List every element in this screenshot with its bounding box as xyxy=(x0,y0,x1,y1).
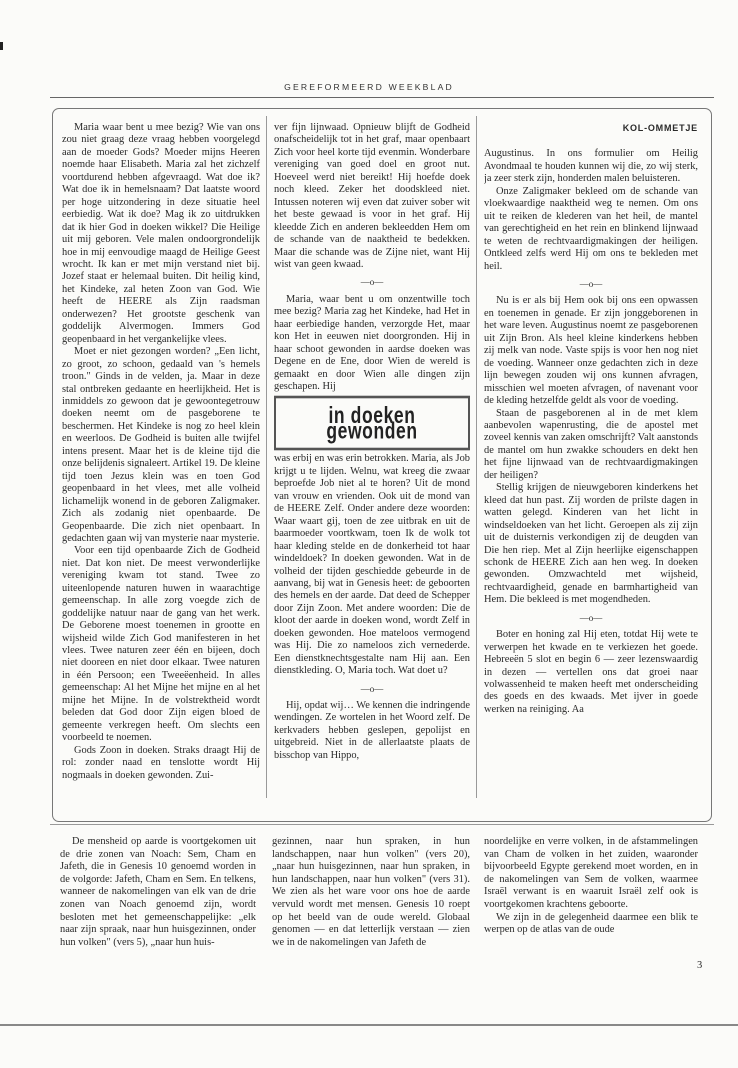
paragraph: Onze Zaligmaker bekleed om de schande van vloekwaardige naaktheid weg te nemen. Om ons uit te reiken de klederen van het heil, de mantel van gerechtigheid en het rein en blinkend lijnwaad te weten de rechtvaardigmakingen der heiligen. Ontkleed zelfs werd Hij om ons te bekleden met heil. xyxy=(484,185,698,272)
paragraph: Maria, waar bent u om onzentwille toch mee bezig? Maria zag het Kindeke, had Het in haar eerbiedige handen, verzorgde Het, maar kon Het in eeuwen niet doorgronden. Hij in haar schoot gewonden in aardse doeken was Degene en de Ene, door Wien de wereld is gemaakt en door Wien alle dingen zijn geschapen. Hij xyxy=(274,293,470,393)
running-header: GEREFORMEERD WEEKBLAD xyxy=(284,82,454,92)
paragraph: Moet er niet gezongen worden? „Een licht, zo groot, zo schoon, gedaald van 's hemels troon." Ginds in de velden, ja. Maar in deze stal ontbreken gedaante en heerlijkheid. Het is inmiddels zo gewoon dat je gewoontegetrouw doeken neemt om de pasgeborene te beschermen. Het Kindeke is nog zo heel klein en weerloos. De Godheid is buiten alle twijfel intens present. Maar het is de kleine tijd die onze belijdenis signaleert. Artikel 19. De kleine tijd toen Jezus klein was en toen God geopenbaard in het vlees, met alle volheid lichamelijk wonend in de geboren Zaligmaker. Zich als zodanig niet openbaarde. De Geopenbaarde. Die zich niet openbaart. In gedachten gaan wij van mysterie naar mysterie. xyxy=(62,346,260,544)
paragraph: Boter en honing zal Hij eten, totdat Hij wete te verwerpen het kwade en te verkiezen het goede. Hebreeën 5 slot en begin 6 — zeer lezenswaardig in dezen — vertellen ons dat groei naar volwassenheid te maken heeft met onderscheiding des goeds en des kwaads. Met ijver in goede werken na reiniging. Aa xyxy=(484,629,698,715)
column-label: KOL-OMMETJE xyxy=(622,123,698,133)
section-separator: —o— xyxy=(360,683,384,694)
paragraph: Maria waar bent u mee bezig? Wie van ons zou niet graag deze vraag hebben voorgelegd aan de moeder Gods? Moeder mijns Heeren noemde haar Elisabeth. Maria zal het zichzelf voortdurend hebben afgevraagd. Wat doe ik? Wat doe ik in hemelsnaam? Dat laatste woord per hoge uitzondering in deze situatie heel eerbiedig. Wat ik doe? Mag ik zo uitdrukken dat ik hier God in doeken wikkel? Die Heilige uit mij geboren. Vele malen ondoorgrondelijk hoe in mij eenvoudige maagd de Heilige Geest wrocht. Ik kan er met mijn verstand niet bij. Jozef staat er helemaal buiten. Dit heilig kind, het Kindeke, zal heten Zoon van God. Wie heeft de HEERE als Zijn raadsman onderwezen? Het grootste geschenk van goddelijk Alvermogen. Immers God geopenbaard in het vergankelijke vlees. xyxy=(62,122,260,345)
paragraph: Staan de pasgeborenen al in de met klem aanbevolen wapenrusting, die de apostel met zoveel kennis van zaken omschrijft? Valt aanstonds de mantel om hun zwakke schouders en dekt hen het fijne lijnwaad van de rechtvaardigmakingen der heiligen? xyxy=(484,407,698,481)
section-separator: —o— xyxy=(360,277,384,288)
paragraph: was erbij en was erin betrokken. Maria, als Job krijgt u te lijden. Welnu, wat kreeg die zwaar beproefde Job niet al te horen? Uit de mond van vrouw en vrienden. Ook uit de mond van de HEERE Zelf. Onder andere deze woorden: Waar waart gij, toen de zee uitbrak en uit de baarmoeder voortkwam, toen Ik de wolk tot haar kleding stelde en de donkerheid tot haar windeldoek? In doeken gewonden. Wat in de volheid der tijden geschiedde gebeurde in de aanvang, bij wat in Genesis heet: de geboorten des hemels en der aarde. Dat deed de Schepper door Zijn Zoon. Met andere woorden: Die de kloot der aarde in doeken wond, wordt Zelf in doeken gewonden. Hoe mateloos vermogend was Hij. Die zo nameloos zich vernederde. Een dienstknechtsgestalte nam Hij aan. Een dienstkleding. O, Maria toch. Wat doet u? xyxy=(274,453,470,677)
paragraph: Nu is er als bij Hem ook bij ons een opwassen en toenemen in genade. Er zijn jonggeborenen in het ware leven. Augustinus noemt ze pasgeborenen uit Zijn Bron. Als heel kleine kinderkens hebben zij melk van node. Vaste spijs is voor hen nog niet de voeding. Wanneer onze gedachten zich in deze lijn bewegen zouden wij ons kunnen afvragen, misschien wel moeten afvragen, of navenant voor de kleding hetzelfde geldt als voor de voeding. xyxy=(484,295,698,407)
section-separator: —o— xyxy=(579,612,603,623)
article-column-1 xyxy=(62,122,260,810)
bottom-column-3 xyxy=(484,836,698,956)
paragraph: Hij, opdat wij… We kennen die indringende wendingen. Ze wortelen in het Woord zelf. De kerkvaders hebben geslepen, gepolijst en uitgebreid. Niet in de allerlaatste plaats de bisschop van Hippo, xyxy=(274,700,470,761)
paragraph: Stellig krijgen de nieuwgeboren kinderkens het kleed dat hun past. Zij worden de prilste dagen in watten gelegd. Kinderen van het licht in windseldoeken van het licht. Geroepen als zij zijn uit de duisternis verkondigen zij de deugden van Die hen riep. Met al Zijn heerlijke eigenschappen schonk de HEERE Zich aan hen weg. In doeken gewonden. Omzwachteld met wijsheid, rechtvaardigheid, genade en barmhartigheid van Hem. Die bekleed is met mogendheden. xyxy=(484,482,698,606)
section-separator: —o— xyxy=(579,278,603,289)
column-divider-1 xyxy=(266,116,267,798)
text-segment: We zijn in de gelegenheid daarmee een blik te werpen op de atlas van de oude xyxy=(484,911,698,936)
paragraph: ver fijn lijnwaad. Opnieuw blijft de Godheid onafscheidelijk tot in het graf, maar openbaart Zich voor heel korte tijd evenmin. Wonderbare vereniging van goed doel en groot nut. Hoeveel werd niet bereikt! Hij hoefde doek noch kleed. Zeker het doodskleed niet. Intussen noteren wij even dat zuiver sober wit het beste gewaad is voor in het graf. Hij kleedde Zich en anderen bekleedden Hem om de schande van de naaktheid te bedekken. Maar die schande was de Zijne niet, want Hij wist van geen kwaad. xyxy=(274,122,470,270)
paragraph: Gods Zoon in doeken. Straks draagt Hij de rol: zonder naad en tenslotte wordt Hij nogmaals in doeken gewonden. Zui- xyxy=(62,744,260,781)
article-headline: in doeken gewonden xyxy=(274,395,470,449)
text-segment: noordelijke en verre volken, in de afstammelingen van Cham de volken in het zuiden, waaronder bijvoorbeeld Egypte gerekend moet worden, en in de nakomelingen van Sem de volken, waarmee Israël verwant is en waaruit Israël zelf ook is voortgekomen krachtens geboorte. xyxy=(484,836,698,910)
paragraph: Voor een tijd openbaarde Zich de Godheid niet. Dat kon niet. De meest verwonderlijke vereniging kwam tot stand. Twee zo uiteenlopende naturen huwen in waarachtige gemeenschap. In alle zorg voegde zich de goddelijke natuur naar de gang van het werk. De Geborene moest toenemen in grootte en wijsheid wilde Zich God manifesteren in het vlees. Twee naturen zeer één en bijeen, doch niet dooreen en niet door elkaar. Twee naturen in één Persoon; een Tweeëenheid. In alles gemeenschap: Al het Mijne het mijne en al het mijne het Mijne. In de volstrektheid wordt beleden dat God door Zijn eigen bloed de gemeente verkregen heeft. Om slechts een voorbeeld te noemen. xyxy=(62,545,260,744)
article-column-3 xyxy=(484,122,698,810)
paragraph: Augustinus. In ons formulier om Heilig Avondmaal te houden kunnen wij die, zo wij sterk, ja zeer sterk zijn, honderden malen beluisteren. xyxy=(484,148,698,185)
column-divider-2 xyxy=(476,116,477,798)
scan-edge-rule xyxy=(0,1024,738,1026)
bottom-column-1 xyxy=(60,836,256,956)
bottom-column-2 xyxy=(272,836,470,956)
paragraph xyxy=(484,836,698,937)
article-column-2 xyxy=(274,122,470,810)
paragraph: De mensheid op aarde is voortgekomen uit de drie zonen van Noach: Sem, Cham en Jafeth, die in Genesis 10 genoemd worden in de volgorde: Jafeth, Cham en Sem. En telkens, wanneer de nakomelingen van elk van de drie zonen van Noach genoemd zijn, wordt besloten met het gemeenschappelijke: „elk naar zijn spraak, naar hun huisgezinnen, onder hun volken" (vers 5), „naar hun huis- xyxy=(60,836,256,948)
frame-bottom-rule xyxy=(50,824,714,825)
header-rule xyxy=(50,97,714,98)
paragraph: gezinnen, naar hun spraken, in hun landschappen, naar hun volken" (vers 20), „naar hun huisgezinnen, naar hun spraken, in hun landschappen, naar hun volken" (vers 31). We zien als het ware voor ons hoe de aarde vervuld wordt met mensen. Genesis 10 roept op het beeld van de oude wereld. Globaal genomen — en dat letterlijk verstaan — zien we in de nakomelingen van Jafeth de xyxy=(272,836,470,948)
crop-mark xyxy=(0,42,3,50)
page-number: 3 xyxy=(697,960,703,971)
